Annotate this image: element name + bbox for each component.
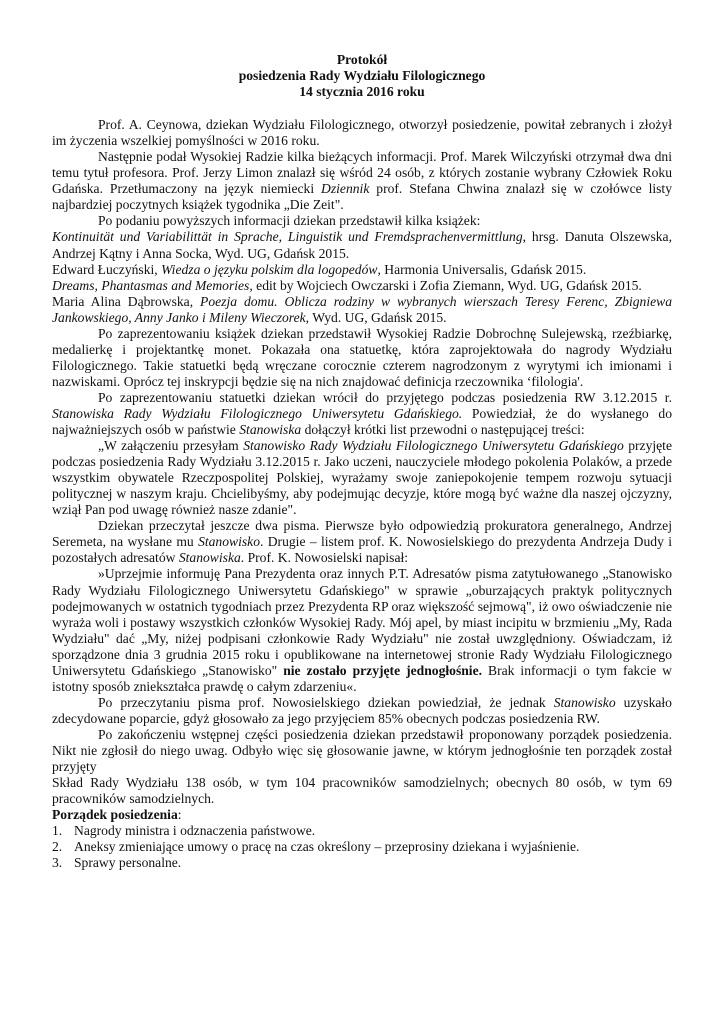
- doc-title: [52, 52, 672, 100]
- book-entry-1: Kontinuität und Variabilittät in Sprache, Linguistik und Fremdsprachenvermittlung, hrsg. Danuta Olszewska, Andrzej Kątny i Anna Socka, Wyd. UG, Gdańsk 2015.: [52, 229, 672, 261]
- paragraph-opening: Prof. A. Ceynowa, dziekan Wydziału Filologicznego, otworzył posiedzenie, powitał zebranych i złożył im życzenia wszelkiej pomyślności w 2016 roku.: [52, 117, 672, 149]
- title-line-3: 14 stycznia 2016 roku: [299, 84, 425, 100]
- agenda-heading: Porządek posiedzenia:: [52, 807, 182, 823]
- list-item: 3. Sprawy personalne.: [52, 855, 182, 871]
- paragraph-agenda-vote: Po zakończeniu wstępnej części posiedzenia dziekan przedstawił proponowany porządek posiedzenia. Nikt nie zgłosił do niego uwag. Odbyło więc się głosowanie jawne, w którym jednogłośnie ten porządek został przyjęty: [52, 726, 672, 775]
- paragraph-council-composition: Skład Rady Wydziału 138 osób, w tym 104 pracowników samodzielnych; obecnych 80 osób, w tym 69 pracowników samodzielnych.: [52, 775, 672, 807]
- book-entry-2: Edward Łuczyński, Wiedza o języku polskim dla logopedów, Harmonia Universalis, Gdańsk 2015.: [52, 261, 587, 277]
- paragraph-letters: Dziekan przeczytał jeszcze dwa pisma. Pierwsze było odpowiedzią prokuratora generalnego, Andrzej Seremeta, na wysłane mu Stanowisko. Drugie – listem prof. K. Nowosielskiego do prezydenta Andrzeja Dudy i pozostałych adresatów Stanowiska. Prof. K. Nowosielski napisał:: [52, 518, 672, 566]
- paragraph-books-intro: Po podaniu powyższych informacji dziekan przedstawił kilka książek:: [98, 213, 481, 229]
- paragraph-news: Następnie podał Wysokiej Radzie kilka bieżących informacji. Prof. Marek Wilczyński otrzymał dwa dni temu tytuł profesora. Prof. Jerzy Limon znalazł się wśród 24 osób, z których zostanie wybrany Człowiek Roku Gdańska. Przetłumaczony na język niemiecki Dziennik prof. Stefana Chwina znalazł się w czołówce listy najbardziej poczytnych książek tygodnika „Die Zeit".: [52, 149, 672, 213]
- list-item: 1. Nagrody ministra i odznaczenia państwowe.: [52, 823, 316, 839]
- paragraph-statuette: Po zaprezentowaniu książek dziekan przedstawił Wysokiej Radzie Dobrochnę Sulejewską, rzeźbiarkę, medalierkę i projektantkę monet. Pokazała ona statuetkę, która zaprojektowała do nagrody Wydziału Filologicznego. Takie statuetki będą wręczane corocznie czterem nagrodzonym z wyrytymi ich imionami i nazwiskami. Oprócz tej inskrypcji będzie się na nich znajdować definicja rzeczownika ‘filologia'.: [52, 325, 672, 389]
- quote-nowosielski: »Uprzejmie informuję Pana Prezydenta oraz innych P.T. Adresatów pisma zatytułowanego „Stanowisko Rady Wydziału Filologicznego Uniwersytetu Gdańskiego" w sprawie „oburzających praktyk politycznych podejmowanych w ostatnich tygodniach przez Prezydenta RP oraz większość sejmową", iż owo oświadczenie nie wyraża woli i postawy wszystkich członków Wysokiej Rady. Mój apel, by miast incipitu w brzmieniu „My, Rada Wydziału" dać „My, niżej podpisani członkowie Rady Wydziału" nie został uwzględniony. Oświadczam, iż sporządzone dnia 3 grudnia 2015 roku i opublikowane na internetowej stronie Rady Wydziału Filologicznego Uniwersytetu Gdańskiego „Stanowisko" nie zostało przyjęte jednogłośnie. Brak informacji o tym fakcie w istotny sposób zniekształca prawdę o całym zdarzeniu«.: [52, 566, 672, 694]
- title-line-1: Protokół: [336, 52, 388, 67]
- title-line-2: posiedzenia Rady Wydziału Filologicznego: [238, 68, 486, 84]
- document-page: [52, 52, 672, 871]
- paragraph-support: Po przeczytaniu pisma prof. Nowosielskiego dziekan powiedział, że jednak Stanowisko uzyskało zdecydowane poparcie, gdyż głosowało za jego przyjęciem 85% obecnych podczas posiedzenia RW.: [52, 694, 672, 726]
- agenda-list: [52, 823, 672, 871]
- list-item: 2. Aneksy zmieniające umowy o pracę na czas określony – przeprosiny dziekana i wyjaśnienie.: [52, 839, 580, 855]
- paragraph-stanowisko: Po zaprezentowaniu statuetki dziekan wrócił do przyjętego podczas posiedzenia RW 3.12.2015 r. Stanowiska Rady Wydziału Filologicznego Uniwersytetu Gdańskiego. Powiedział, że do wysłanego do najważniejszych osób w państwie Stanowiska dołączył krótki list przewodni o następującej treści:: [52, 389, 672, 438]
- book-entry-3: Dreams, Phantasmas and Memories, edit by Wojciech Owczarski i Zofia Ziemann, Wyd. UG, Gdańsk 2015.: [52, 277, 642, 293]
- book-entry-4: Maria Alina Dąbrowska, Poezja domu. Oblicza rodziny w wybranych wierszach Teresy Ferenc, Zbigniewa Jankowskiego, Anny Janko i Mileny Wieczorek, Wyd. UG, Gdańsk 2015.: [52, 293, 672, 325]
- quote-cover-letter: „W załączeniu przesyłam Stanowisko Rady Wydziału Filologicznego Uniwersytetu Gdańskiego przyjęte podczas posiedzenia Rady Wydziału 3.12.2015 r. Jako uczeni, nauczyciele młodego pokolenia Polaków, a przede wszystkim obywatele Rzeczpospolitej Polskiej, wyrażamy swoje zaniepokojenie tempem rozwoju sytuacji politycznej w naszym kraju. Chcielibyśmy, aby podejmując decyzje, które mogą być ważne dla naszej ojczyzny, wziął Pan pod uwagę również nasze zdanie".: [52, 438, 672, 518]
